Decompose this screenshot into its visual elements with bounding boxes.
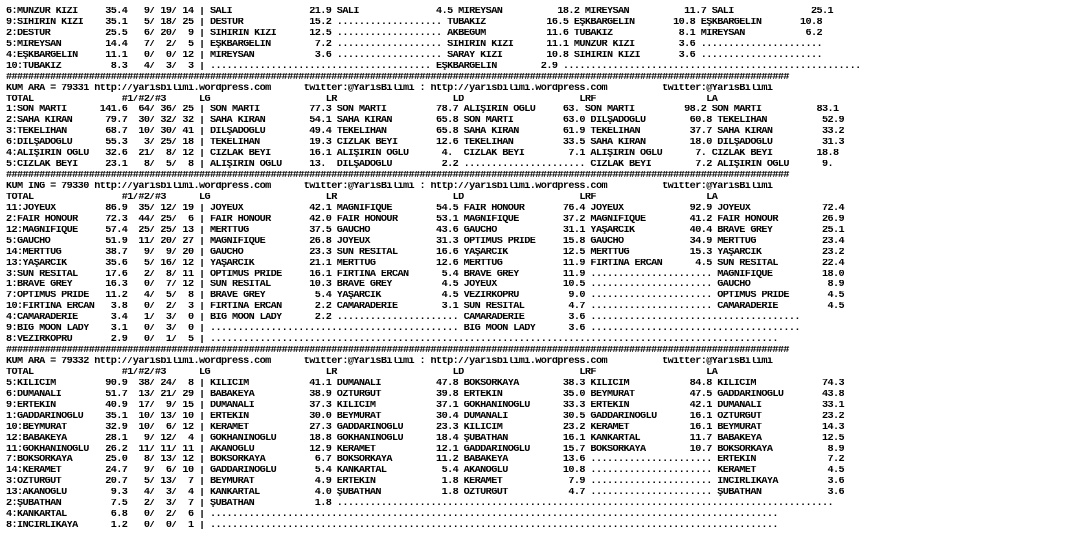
text-line: KUM ARA = 79332 http://yarisbilimi.wordpress.com twitter:@YarisBilimi : http://yarisbilimi.wordpress.com twitter:@YarisBilimi bbox=[6, 357, 773, 367]
text-line: 4:KANKARTAL 6.8 0/ 2/ 6 | ....................................................................................................... bbox=[6, 510, 778, 521]
text-line: 5:CIZLAK BEYİ 23.1 8/ 5/ 8 | ALİŞİRİN OĞLU 13. DİLŞADOĞLU 2.2 ...................... CIZLAK BEYİ 7.2 ALİŞİRİN OĞLU 9. bbox=[6, 160, 834, 171]
text-line: 6:DUMANALİ 51.7 13/ 21/ 29 | BABAKEYA 38.9 ÖZTURGUT 39.8 ERTEKİN 35.0 BEYMURAT 47.5 GADDARINOĞLU 43.8 bbox=[6, 389, 845, 400]
text-line: 11:GÖKHANINOĞLU 26.2 11/ 11/ 11 | AKANOĞLU 12.9 KERAMET 12.1 GADDARINOĞLU 15.7 BOKSÖRKAYA 10.7 BOKSÖRKAYA 8.9 bbox=[6, 444, 845, 455]
text-line: 4:EŞKBARGELİN 11.1 0/ 0/ 12 | MİREYSAN 3.6 ................... SARAY KIZI 10.8 SİHİRİN KIZI 3.6 ...................... bbox=[6, 50, 822, 61]
text-line: 2:SAHA KIRAN 79.7 30/ 32/ 32 | SAHA KIRAN 54.1 SAHA KIRAN 65.8 SON MARTI 63.0 DİLŞADOĞLU 60.8 TEKELİHAN 52.9 bbox=[6, 116, 845, 127]
text-line: 3:TEKELİHAN 68.7 10/ 30/ 41 | DİLŞADOĞLU 49.4 TEKELİHAN 65.8 SAHA KIRAN 61.9 TEKELİHAN 37.7 SAHA KIRAN 33.2 bbox=[6, 127, 845, 138]
text-line: 3:SUN RESİTAL 17.6 2/ 8/ 11 | OPTIMUS PRIDE 16.1 FIRTINA ERCAN 5.4 BRAVE GREY 11.9 ...................... MAGNIFIQUE 18.0 bbox=[6, 269, 845, 280]
text-line: 14:MERTTUĞ 38.7 9/ 9/ 20 | GAUCHO 23.3 SUN RESİTAL 16.6 YAŞARCIK 12.5 MERTTUĞ 15.3 YAŞARCIK 23.2 bbox=[6, 247, 845, 258]
text-line: 4:CAMARADERIE 3.4 1/ 3/ 0 | BIG MOON LADY 2.2 ...................... CAMARADERIE 3.6 ...................................... bbox=[6, 313, 800, 324]
text-line: 14:KERAMET 24.7 9/ 6/ 10 | GADDARINOĞLU 5.4 KANKARTAL 5.4 AKANOĞLU 10.8 ...................... KERAMET 4.5 bbox=[6, 466, 845, 477]
text-line: 12:MAGNIFIQUE 57.4 25/ 25/ 13 | MERTTUĞ 37.5 GAUCHO 43.6 GAUCHO 31.1 YAŞARCIK 40.4 BRAVE GREY 25.1 bbox=[6, 225, 845, 236]
text-line: 1:GADDARINOĞLU 35.1 10/ 13/ 10 | ERTEKİN 30.0 BEYMURAT 30.4 DUMANALİ 30.5 GADDARINOĞLU 16.1 ÖZTURGUT 23.2 bbox=[6, 411, 845, 422]
text-line: ############################################################################################################################################## bbox=[6, 72, 789, 83]
race-stats-document bbox=[6, 7, 1071, 547]
text-line: 13:AKANOĞLU 9.3 4/ 3/ 4 | KANKARTAL 4.0 ŞUBATHAN 1.8 ÖZTURGUT 4.7 ...................... ŞUBATHAN 3.6 bbox=[6, 488, 845, 499]
text-line: 5:GAUCHO 51.9 11/ 20/ 27 | MAGNIFIQUE 26.8 JOYEUX 31.3 OPTIMUS PRIDE 15.8 GAUCHO 34.9 MERTTUĞ 23.4 bbox=[6, 236, 845, 247]
text-line: 6:MUNZUR KIZI 35.4 9/ 19/ 14 | SALİ 21.9 SALİ 4.5 MİREYSAN 18.2 MİREYSAN 11.7 SALİ 25.1 bbox=[6, 7, 834, 17]
text-line: 12:BABAKEYA 28.1 9/ 12/ 4 | GÖKHANINOĞLU 18.8 GÖKHANINOĞLU 18.4 ŞUBATHAN 16.1 KANKARTAL 11.7 BABAKEYA 12.5 bbox=[6, 433, 845, 444]
text-line: ############################################################################################################################################## bbox=[6, 171, 789, 182]
text-line: 13:YAŞARCIK 35.6 5/ 16/ 12 | YAŞARCIK 21.1 MERTTUĞ 12.6 MERTTUĞ 11.9 FIRTINA ERCAN 4.5 SUN RESİTAL 22.4 bbox=[6, 258, 845, 269]
text-line: 10:TUBAKIZ 8.3 4/ 3/ 3 | ........................................ EŞKBARGELİN 2.9 ...................................................... bbox=[6, 61, 861, 72]
text-line: 9:SİHİRİN KIZI 35.1 5/ 18/ 25 | DESTUR 15.2 ................... TUBAKIZ 16.5 EŞKBARGELİN 10.8 EŞKBARGELİN 10.8 bbox=[6, 17, 822, 28]
text-line: 11:JOYEUX 86.9 35/ 12/ 19 | JOYEUX 42.1 MAGNIFIQUE 54.5 FAIR HONOUR 76.4 JOYEUX 92.9 JOYEUX 72.4 bbox=[6, 203, 845, 214]
text-line: TOTAL #1/#2/#3 LG LR LD LRF LA bbox=[6, 192, 718, 203]
text-line: TOTAL #1/#2/#3 LG LR LD LRF LA bbox=[6, 94, 718, 105]
text-line: 4:ALİŞİRİN OĞLU 32.6 21/ 8/ 12 | CIZLAK BEYİ 16.1 ALİŞİRİN OĞLU 4. CIZLAK BEYİ 7.1 ALİŞİRİN OĞLU 7. CIZLAK BEYİ 18.8 bbox=[6, 149, 839, 160]
text-line: 8:VEZİRKÖPRÜ 2.9 0/ 1/ 5 | ....................................................................................................... bbox=[6, 335, 778, 346]
text-line: 9:ERTEKİN 40.9 17/ 9/ 15 | DUMANALİ 37.3 KILICIM 37.1 GÖKHANINOĞLU 33.3 ERTEKİN 42.1 DUMANALİ 33.1 bbox=[6, 400, 845, 411]
text-line: TOTAL #1/#2/#3 LG LR LD LRF LA bbox=[6, 367, 718, 378]
text-line: 8:İNCİRLİKAYA 1.2 0/ 0/ 1 | ....................................................................................................... bbox=[6, 521, 778, 532]
text-line: 2:DESTUR 25.5 6/ 20/ 9 | SİHİRİN KIZI 12.5 ................... AKBEGÜM 11.6 TUBAKIZ 8.1 MİREYSAN 6.2 bbox=[6, 28, 822, 39]
text-line: 10:FIRTINA ERCAN 3.8 0/ 2/ 3 | FIRTINA ERCAN 2.2 CAMARADERIE 3.1 SUN RESİTAL 4.7 ...................... CAMARADERIE 4.5 bbox=[6, 302, 845, 313]
text-line: 2:ŞUBATHAN 7.5 2/ 3/ 7 | ŞUBATHAN 1.8 .......................................................................................... bbox=[6, 499, 834, 510]
text-line: 1:BRAVE GREY 16.3 0/ 7/ 12 | SUN RESİTAL 10.3 BRAVE GREY 4.5 JOYEUX 10.5 ...................... GAUCHO 8.9 bbox=[6, 280, 845, 291]
text-line: 2:FAIR HONOUR 72.3 44/ 25/ 6 | FAIR HONOUR 42.0 FAIR HONOUR 53.1 MAGNIFIQUE 37.2 MAGNIFIQUE 41.2 FAIR HONOUR 26.9 bbox=[6, 214, 845, 225]
text-line: 5:MİREYSAN 14.4 7/ 2/ 5 | EŞKBARGELİN 7.2 ................... SİHİRİN KIZI 11.1 MUNZUR KIZI 3.6 ...................... bbox=[6, 39, 822, 50]
text-line: KUM ARA = 79331 http://yarisbilimi.wordpress.com twitter:@YarisBilimi : http://yarisbilimi.wordpress.com twitter:@YarisBilimi bbox=[6, 83, 773, 94]
text-line: 1:SON MARTI 141.6 64/ 36/ 25 | SON MARTI 77.3 SON MARTI 78.7 ALİŞİRİN OĞLU 63. SON MARTI 98.2 SON MARTI 83.1 bbox=[6, 105, 839, 116]
text-line: 5:KILICIM 90.9 38/ 24/ 8 | KILICIM 41.1 DUMANALİ 47.8 BOKSÖRKAYA 38.3 KILICIM 84.8 KILICIM 74.3 bbox=[6, 378, 845, 389]
text-line: 6:DİLŞADOĞLU 55.3 3/ 25/ 18 | TEKELİHAN 19.3 CIZLAK BEYİ 12.6 TEKELİHAN 33.5 SAHA KIRAN 18.0 DİLŞADOĞLU 31.3 bbox=[6, 138, 845, 149]
text-line: ############################################################################################################################################## bbox=[6, 346, 789, 357]
text-line: 7:OPTIMUS PRIDE 11.2 4/ 5/ 8 | BRAVE GREY 5.4 YAŞARCIK 4.5 VEZİRKÖPRÜ 9.0 ...................... OPTIMUS PRIDE 4.5 bbox=[6, 291, 845, 302]
text-line: 7:BOKSÖRKAYA 25.0 8/ 13/ 12 | BOKSÖRKAYA 6.7 BOKSÖRKAYA 11.2 BABAKEYA 13.6 ...................... ERTEKİN 7.2 bbox=[6, 455, 845, 466]
text-line: 3:ÖZTURGUT 20.7 5/ 13/ 7 | BEYMURAT 4.9 ERTEKİN 1.8 KERAMET 7.9 ...................... İNCİRLİKAYA 3.6 bbox=[6, 477, 845, 488]
text-line: 9:BIG MOON LADY 3.1 0/ 3/ 0 | ............................................. BIG MOON LADY 3.6 ...................................... bbox=[6, 324, 800, 335]
text-line: 10:BEYMURAT 32.9 10/ 6/ 12 | KERAMET 27.3 GADDARINOĞLU 23.3 KILICIM 23.2 KERAMET 16.1 BEYMURAT 14.3 bbox=[6, 422, 845, 433]
text-line: KUM İNG = 79330 http://yarisbilimi.wordpress.com twitter:@YarisBilimi : http://yarisbilimi.wordpress.com twitter:@YarisBilimi bbox=[6, 182, 773, 192]
